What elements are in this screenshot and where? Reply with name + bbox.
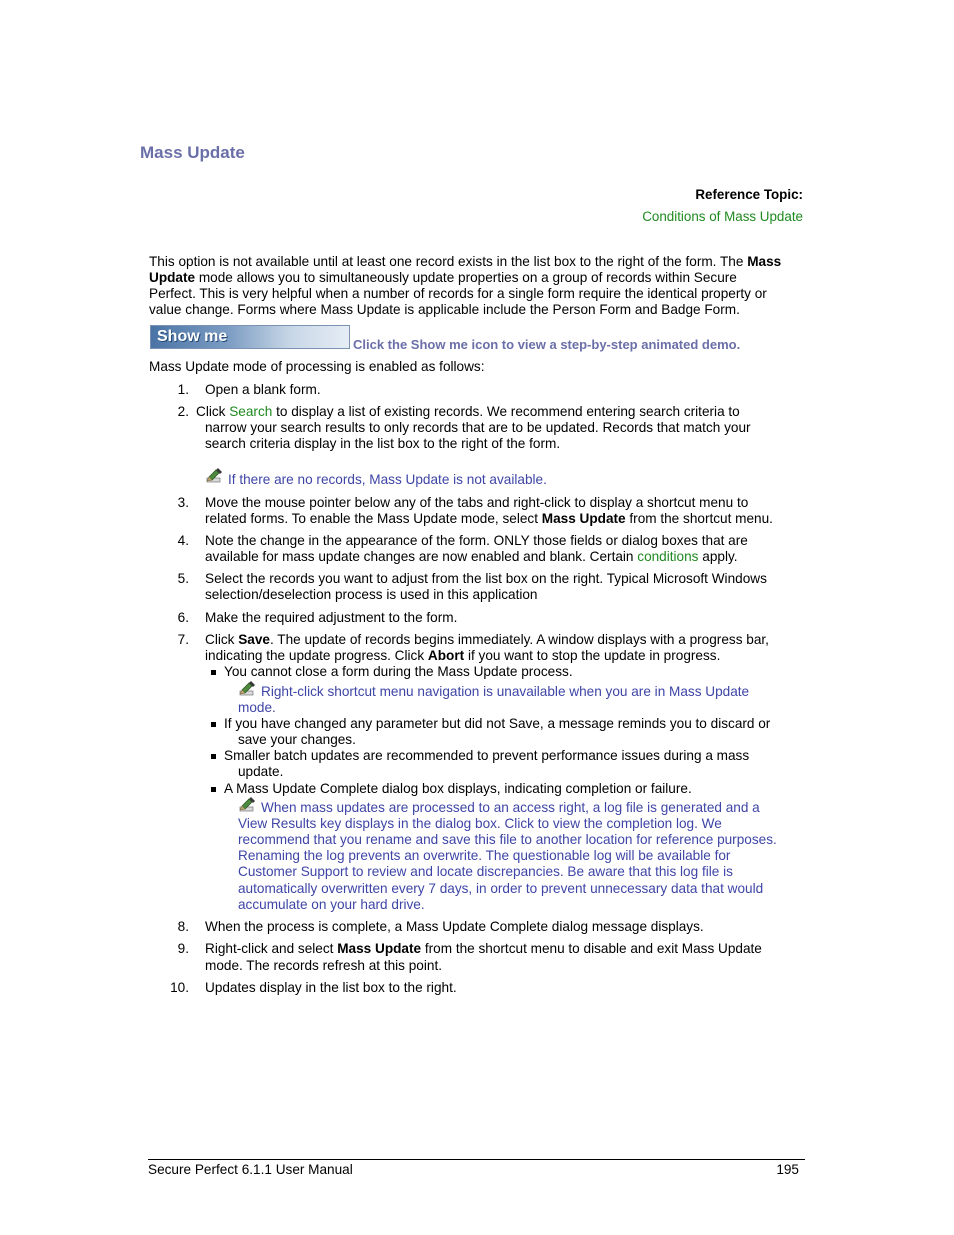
bullet-marker (211, 787, 216, 792)
section-title: Mass Update (140, 143, 245, 162)
pushpin-note-icon (239, 680, 257, 696)
step-3-line-2 (205, 511, 773, 527)
step-text: related forms. To enable the Mass Update mode, select (205, 511, 542, 526)
step-text: from the shortcut menu. (625, 511, 773, 526)
intro-line-4: value change. Forms where Mass Update is applicable include the Person Form and Badge Form. (149, 302, 740, 317)
intro-line-1 (149, 254, 781, 270)
step-number: 6. (177, 610, 189, 625)
step-4-line-1: Note the change in the appearance of the form. ONLY those fields or dialog boxes that are (205, 533, 748, 548)
bullet-marker (211, 670, 216, 675)
step-text: Right-click and select (205, 941, 338, 956)
step-number: 9. (177, 941, 189, 956)
bullet-3-line-1: Smaller batch updates are recommended to prevent performance issues during a mass (224, 748, 750, 763)
intro-text: mode allows you to simultaneously update properties on a group of records within Secure (195, 270, 737, 285)
step-number: 3. (177, 495, 189, 510)
intro-bold: Mass (747, 254, 782, 269)
show-me-button[interactable] (150, 325, 350, 349)
step-text: available for mass update changes are now enabled and blank. Certain (205, 549, 638, 564)
step-number: 5. (177, 571, 189, 586)
bullet-marker (211, 754, 216, 759)
step-number: 1. (177, 382, 189, 397)
intro-line-2 (149, 270, 737, 286)
step-5-line-1: Select the records you want to adjust from the list box on the right. Typical Microsoft Windows (205, 571, 767, 586)
note-no-records: If there are no records, Mass Update is not available. (228, 472, 547, 487)
note-log-line-4: Renaming the log prevents an overwrite. The questionable log will be available for (238, 848, 731, 863)
note-shortcut-line-2: mode. (238, 700, 276, 715)
step-2-line-3: search criteria display in the list box to the right of the form. (205, 436, 561, 451)
step-number: 4. (177, 533, 189, 548)
note-log-line-6: automatically overwritten every 7 days, in order to prevent unnecessary data that would (238, 881, 764, 896)
bullet-1-text: You cannot close a form during the Mass Update process. (224, 664, 573, 679)
step-text: Click (196, 404, 230, 419)
conditions-link[interactable]: conditions (637, 549, 699, 564)
pushpin-note-icon (239, 796, 257, 812)
pushpin-note-icon (206, 467, 224, 483)
bullet-3-line-2: update. (238, 764, 284, 779)
search-link[interactable]: Search (229, 404, 273, 419)
step-7-line-1 (205, 632, 769, 648)
footer-manual-title: Secure Perfect 6.1.1 User Manual (148, 1162, 353, 1177)
show-me-label: Show me (157, 328, 228, 345)
note-log-line-5: Customer Support to review and locate discrepancies. Be aware that this log file is (238, 864, 733, 879)
note-log-line-7: accumulate on your hard drive. (238, 897, 425, 912)
step-number: 10. (170, 980, 189, 995)
bullet-2-line-1: If you have changed any parameter but did not Save, a message reminds you to discard or (224, 716, 771, 731)
step-text: indicating the update progress. Click (205, 648, 428, 663)
intro-bold: Update (149, 270, 196, 285)
reference-topic-link[interactable]: Conditions of Mass Update (642, 209, 803, 224)
intro-text: This option is not available until at least one record exists in the list box to the right of the form. The (149, 254, 748, 269)
footer-page-number: 195 (776, 1162, 799, 1177)
step-text: Click (205, 632, 239, 647)
step-2-line-1 (196, 404, 740, 420)
lead-text: Mass Update mode of processing is enabled as follows: (149, 359, 485, 374)
step-bold: Mass Update (541, 511, 626, 526)
step-5-line-2: selection/deselection process is used in this application (205, 587, 538, 602)
step-text: from the shortcut menu to disable and exit Mass Update (421, 941, 762, 956)
step-number: 8. (177, 919, 189, 934)
note-log-line-3: recommend that you rename and save this file to another location for reference purposes. (238, 832, 777, 847)
step-bold: Abort (427, 648, 465, 663)
step-4-line-2 (205, 549, 738, 565)
step-number: 7. (177, 632, 189, 647)
step-2-line-2: narrow your search results to only records that are to be updated. Records that match your (205, 420, 751, 435)
step-10-text: Updates display in the list box to the right. (205, 980, 457, 995)
bullet-2-line-2: save your changes. (238, 732, 356, 747)
show-me-caption: Click the Show me icon to view a step-by-step animated demo. (353, 337, 741, 352)
step-text: apply. (698, 549, 738, 564)
note-log-line-2: View Results key displays in the dialog box. Click to view the completion log. We (238, 816, 722, 831)
intro-line-3: Perfect. This is very helpful when a number of records for a single form require the identical property or (149, 286, 767, 301)
reference-topic-label: Reference Topic: (695, 187, 803, 202)
step-6-text: Make the required adjustment to the form. (205, 610, 458, 625)
step-7-line-2 (205, 648, 720, 664)
step-9-line-1 (205, 941, 762, 957)
step-bold: Mass Update (337, 941, 422, 956)
bullet-marker (211, 722, 216, 727)
step-1-text: Open a blank form. (205, 382, 321, 397)
step-text: if you want to stop the update in progress. (464, 648, 721, 663)
step-8-text: When the process is complete, a Mass Update Complete dialog message displays. (205, 919, 704, 934)
step-bold: Save (238, 632, 270, 647)
step-text: . The update of records begins immediately. A window displays with a progress bar, (269, 632, 769, 647)
bullet-4-text: A Mass Update Complete dialog box displays, indicating completion or failure. (224, 781, 692, 796)
step-9-line-2: mode. The records refresh at this point. (205, 958, 443, 973)
note-shortcut-line-1: Right-click shortcut menu navigation is unavailable when you are in Mass Update (261, 684, 750, 699)
step-number: 2. (177, 404, 189, 419)
step-text: to display a list of existing records. We recommend entering search criteria to (272, 404, 740, 419)
footer-divider (148, 1159, 805, 1160)
step-3-line-1: Move the mouse pointer below any of the tabs and right-click to display a shortcut menu to (205, 495, 749, 510)
note-log-line-1: When mass updates are processed to an access right, a log file is generated and a (261, 800, 760, 815)
